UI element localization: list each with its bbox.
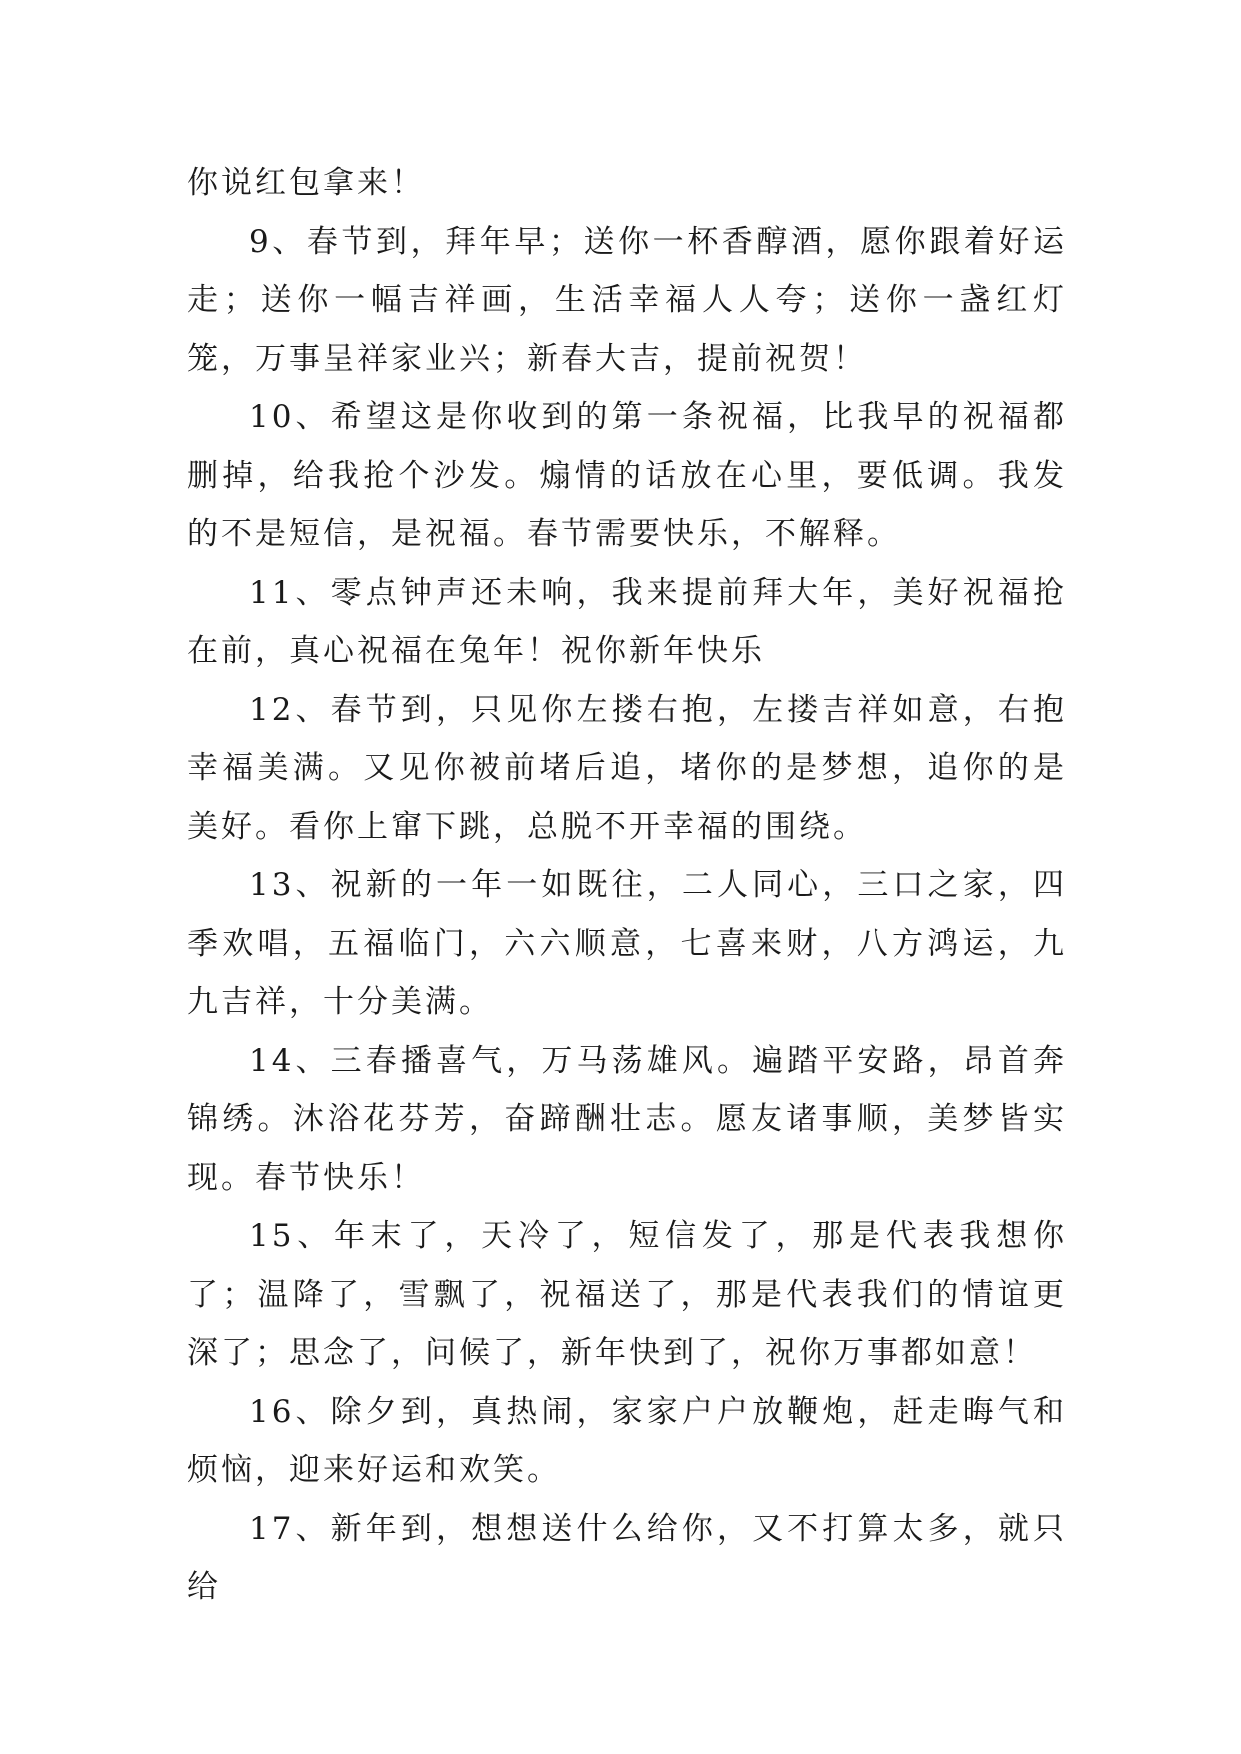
paragraph-16: 16、除夕到，真热闹，家家户户放鞭炮，赶走晦气和烦恼，迎来好运和欢笑。 xyxy=(187,1393,1067,1488)
paragraph-13: 13、祝新的一年一如既往，二人同心，三口之家，四季欢唱，五福临门，六六顺意，七喜来财，八方鸿运，九九吉祥，十分美满。 xyxy=(187,867,1067,1020)
paragraph-17: 17、新年到，想想送什么给你，又不打算太多，就只给 xyxy=(187,1510,1067,1605)
paragraph-12: 12、春节到，只见你左搂右抱，左搂吉祥如意，右抱幸福美满。又见你被前堵后追，堵你的是梦想，追你的是美好。看你上窜下跳，总脱不开幸福的围绕。 xyxy=(187,691,1067,845)
paragraph-continued: 你说红包拿来！ xyxy=(187,165,425,201)
body-text xyxy=(187,154,1067,1617)
paragraph-10: 10、希望这是你收到的第一条祝福，比我早的祝福都删掉，给我抢个沙发。煽情的话放在心里，要低调。我发的不是短信，是祝福。春节需要快乐，不解释。 xyxy=(187,399,1067,552)
paragraph-14: 14、三春播喜气，万马荡雄风。遍踏平安路，昂首奔锦绣。沐浴花芬芳，奋蹄酬壮志。愿友诸事顺，美梦皆实现。春节快乐！ xyxy=(187,1042,1067,1196)
paragraph-15: 15、年末了，天冷了，短信发了，那是代表我想你了；温降了，雪飘了，祝福送了，那是代表我们的情谊更深了；思念了，问候了，新年快到了，祝你万事都如意！ xyxy=(187,1218,1067,1371)
paragraph-9: 9、春节到，拜年早；送你一杯香醇酒，愿你跟着好运走；送你一幅吉祥画，生活幸福人人夸；送你一盏红灯笼，万事呈祥家业兴；新春大吉，提前祝贺！ xyxy=(187,223,1067,377)
paragraph-11: 11、零点钟声还未响，我来提前拜大年，美好祝福抢在前，真心祝福在兔年！祝你新年快乐 xyxy=(187,574,1067,669)
